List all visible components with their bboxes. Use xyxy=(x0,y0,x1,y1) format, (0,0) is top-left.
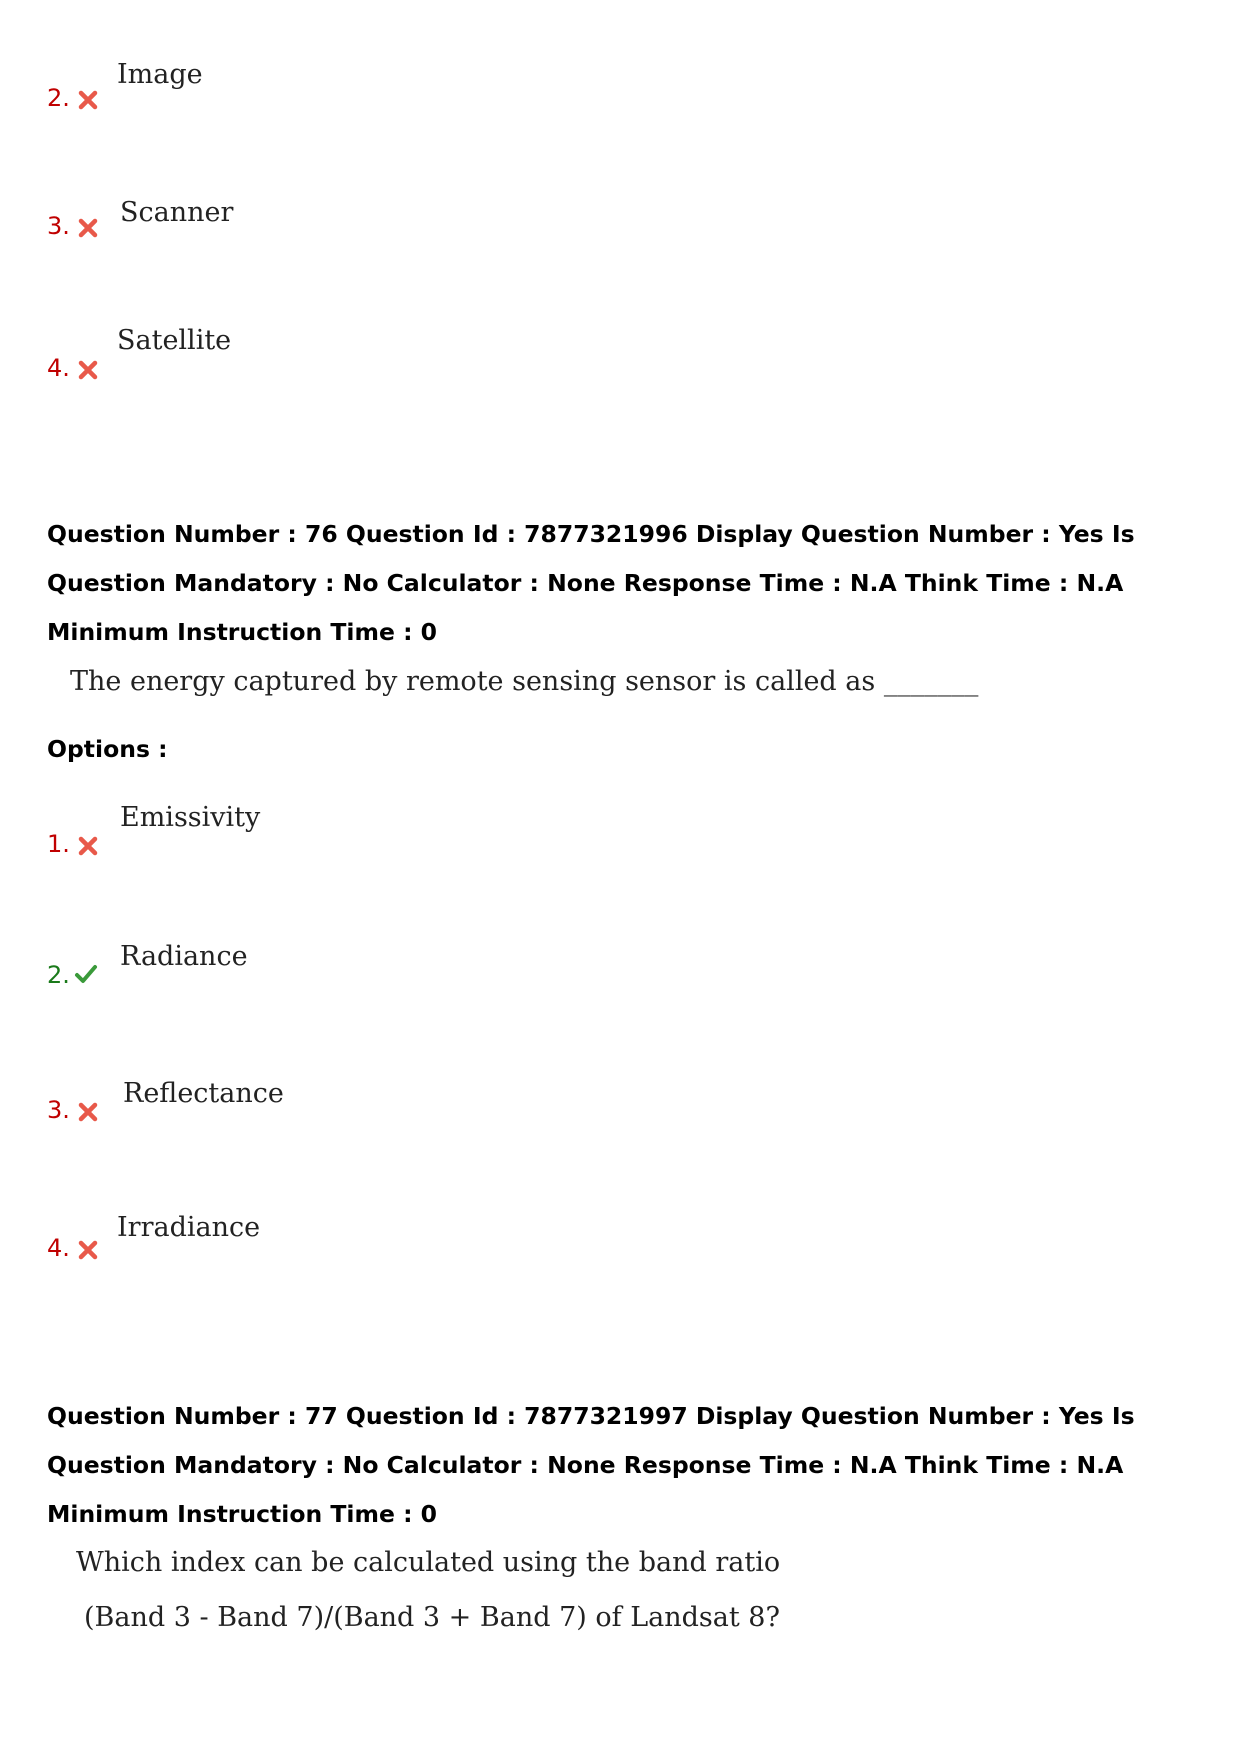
option-number: 4. xyxy=(47,354,70,382)
cross-icon xyxy=(76,1238,100,1262)
option-number: 2. xyxy=(47,961,70,989)
cross-icon xyxy=(76,88,100,112)
option-text: Irradiance xyxy=(117,1212,261,1243)
option-text: Satellite xyxy=(117,325,232,356)
option-number: 1. xyxy=(47,830,70,858)
option-number: 3. xyxy=(47,1096,70,1124)
question-77-text-line1: Which index can be calculated using the band ratio xyxy=(76,1547,781,1578)
cross-icon xyxy=(76,1100,100,1124)
question-77-meta: Question Number : 77 Question Id : 7877321997 Display Question Number : Yes Is Question Mandatory : No Calculator : None Response Time : N.A Think Time : N.A Minimum Instruction Time : 0 xyxy=(47,1402,1135,1528)
question-76-meta: Question Number : 76 Question Id : 7877321996 Display Question Number : Yes Is Question Mandatory : No Calculator : None Response Time : N.A Think Time : N.A Minimum Instruction Time : 0 xyxy=(47,520,1135,646)
option-number: 3. xyxy=(47,212,70,240)
option-number: 4. xyxy=(47,1234,70,1262)
cross-icon xyxy=(76,358,100,382)
check-icon xyxy=(74,962,98,986)
question-76-text: The energy captured by remote sensing sensor is called as _______ xyxy=(70,666,979,697)
option-text: Reflectance xyxy=(123,1078,284,1109)
cross-icon xyxy=(76,834,100,858)
options-label: Options : xyxy=(47,735,168,763)
cross-icon xyxy=(76,216,100,240)
option-text: Image xyxy=(117,59,203,90)
question-77-text-line2: (Band 3 - Band 7)/(Band 3 + Band 7) of Landsat 8? xyxy=(84,1602,780,1633)
option-text: Scanner xyxy=(120,197,234,228)
option-number: 2. xyxy=(47,84,70,112)
option-text: Radiance xyxy=(120,941,248,972)
option-text: Emissivity xyxy=(120,802,261,833)
